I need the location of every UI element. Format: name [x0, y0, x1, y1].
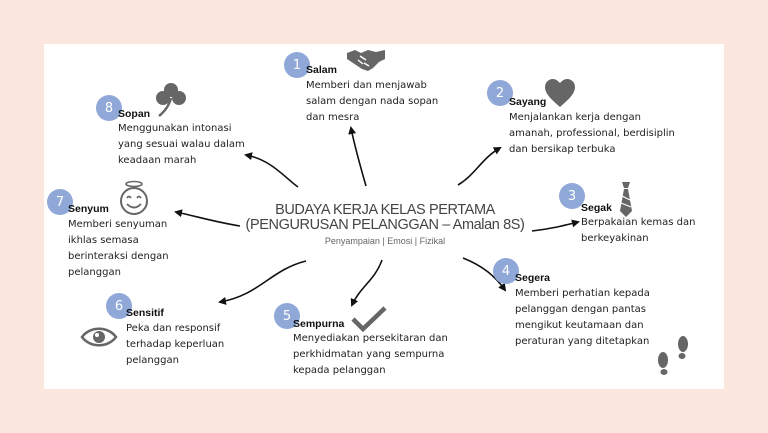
badge-8: 8	[96, 95, 122, 121]
item-desc-sempurna: Menyediakan persekitaran dan perkhidmatan yang sempurna kepada pelanggan	[293, 333, 448, 376]
item-desc-salam: Memberi dan menjawab salam dengan nada sopan dan mesra	[306, 80, 439, 123]
badge-7: 7	[47, 189, 73, 215]
heart-icon	[544, 78, 576, 108]
item-title-segak: Segak	[581, 202, 612, 214]
arrow-segak	[532, 222, 578, 231]
eye-icon	[80, 325, 118, 349]
item-title-salam: Salam	[306, 64, 337, 76]
center-title-line2: (PENGURUSAN PELANGGAN – Amalan 8S)	[245, 217, 525, 233]
badge-5: 5	[274, 303, 300, 329]
item-desc-segera: Memberi perhatian kepada pelanggan dengan pantas mengikut keutamaan dan peraturan yang ditetapkan	[515, 288, 650, 347]
handshake-icon	[346, 47, 386, 73]
necktie-icon	[619, 182, 633, 218]
item-title-senyum: Senyum	[68, 203, 109, 215]
checkmark-icon	[351, 306, 387, 332]
item-title-segera: Segera	[515, 272, 551, 284]
item-title-sempurna: Sempurna	[293, 318, 345, 330]
arrow-sayang	[458, 148, 500, 185]
item-title-sopan: Sopan	[118, 108, 151, 120]
smiley-icon	[117, 180, 151, 216]
arrow-salam	[351, 128, 366, 186]
badge-3: 3	[559, 183, 585, 209]
item-desc-senyum: Memberi senyuman ikhlas semasa berinteraksi dengan pelanggan	[68, 219, 169, 278]
center-title-line1: BUDAYA KERJA KELAS PERTAMA	[275, 202, 495, 218]
badge-2: 2	[487, 80, 513, 106]
item-desc-segak: Berpakaian kemas dan berkeyakinan	[581, 217, 696, 244]
item-title-sayang: Sayang	[509, 96, 547, 108]
center-subtitle: Penyampaian | Emosi | Fizikal	[324, 236, 446, 246]
clover-icon	[154, 82, 188, 118]
arrow-senyum	[176, 212, 240, 226]
item-desc-sensitif: Peka dan responsif terhadap keperluan pelanggan	[126, 323, 225, 366]
item-desc-sayang: Menjalankan kerja dengan amanah, professional, berdisiplin dan bersikap terbuka	[509, 112, 675, 155]
arrow-sopan	[246, 155, 298, 187]
item-title-sensitif: Sensitif	[126, 307, 164, 319]
badge-6: 6	[106, 293, 132, 319]
badge-4: 4	[493, 258, 519, 284]
footprints-icon	[653, 334, 695, 382]
item-desc-sopan: Menggunakan intonasi yang sesuai walau dalam keadaan marah	[118, 123, 245, 166]
arrow-sensitif	[220, 261, 306, 302]
arrow-sempurna	[352, 260, 382, 305]
badge-1: 1	[284, 52, 310, 78]
